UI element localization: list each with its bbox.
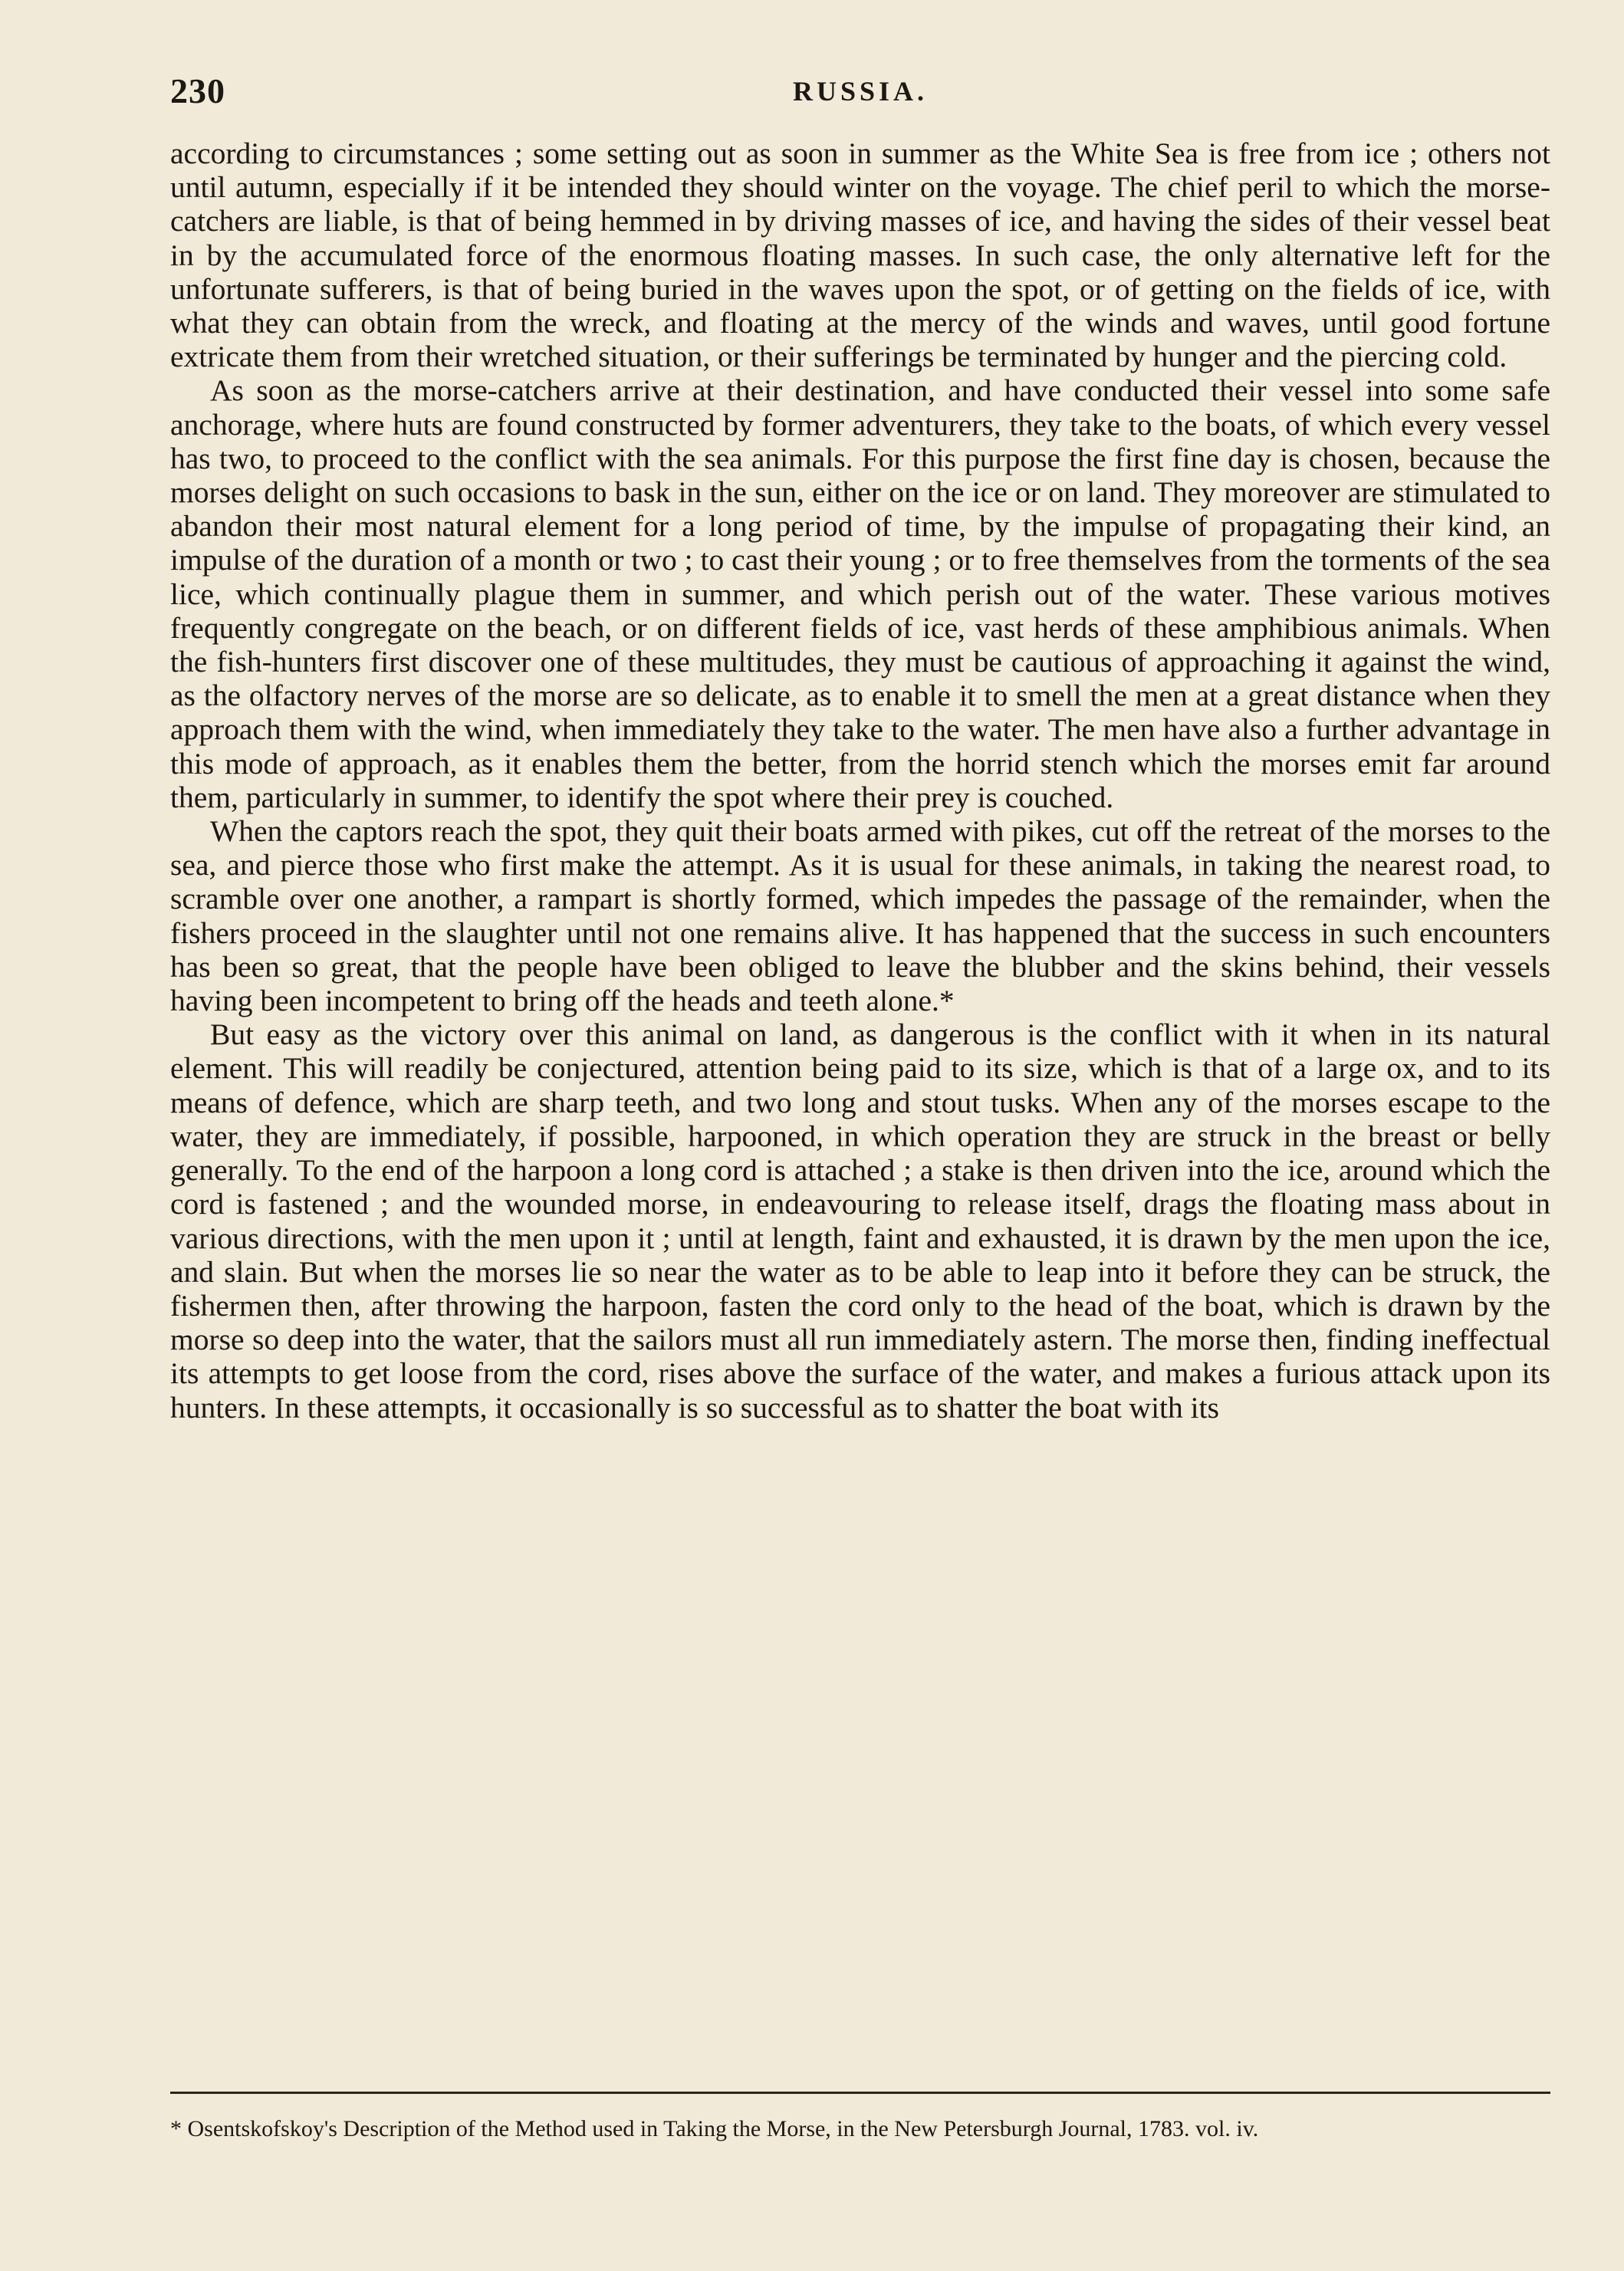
- footnote-rule: [170, 2092, 1550, 2094]
- paragraph-4: But easy as the victory over this animal on land, as dangerous is the conflict with it when in its natural element. This will readily be conjectured, attention being paid to its size, which is that of a large ox, and to its means of defence, which are sharp teeth, and two long and stout tusks. When any of the morses escape to the water, they are immediately, if possible, harpooned, in which operation they are struck in the breast or belly generally. To the end of the harpoon a long cord is attached ; a stake is then driven into the ice, around which the cord is fastened ; and the wounded morse, in endeavouring to release itself, drags the floating mass about in various directions, with the men upon it ; until at length, faint and exhausted, it is drawn by the men upon the ice, and slain. But when the morses lie so near the water as to be able to leap into it before they can be struck, the fishermen then, after throwing the harpoon, fasten the cord only to the head of the boat, which is drawn by the morse so deep into the water, that the sailors must all run immediately astern. The morse then, finding ineffectual its attempts to get loose from the cord, rises above the surface of the water, and makes a furious attack upon its hunters. In these attempts, it occasionally is so successful as to shatter the boat with its: [170, 1017, 1550, 1425]
- paragraph-3: When the captors reach the spot, they quit their boats armed with pikes, cut off the retreat of the morses to the sea, and pierce those who first make the attempt. As it is usual for these animals, in taking the nearest road, to scramble over one another, a rampart is shortly formed, which impedes the passage of the remainder, when the fishers proceed in the slaughter until not one remains alive. It has happened that the success in such encounters has been so great, that the people have been obliged to leave the blubber and the skins behind, their vessels having been incompetent to bring off the heads and teeth alone.*: [170, 814, 1550, 1018]
- paragraph-1: according to circumstances ; some setting out as soon in summer as the White Sea is free from ice ; others not until autumn, especially if it be intended they should winter on the voyage. The chief peril to which the morse-catchers are liable, is that of being hemmed in by driving masses of ice, and having the sides of their vessel beat in by the accumulated force of the enormous floating masses. In such case, the only alternative left for the unfortunate sufferers, is that of being buried in the waves upon the spot, or of getting on the fields of ice, with what they can obtain from the wreck, and floating at the mercy of the winds and waves, until good fortune extricate them from their wretched situation, or their sufferings be terminated by hunger and the piercing cold.: [170, 136, 1550, 374]
- paragraph-2: As soon as the morse-catchers arrive at their destination, and have conducted their vessel into some safe anchorage, where huts are found constructed by former adventurers, they take to the boats, of which every vessel has two, to proceed to the conflict with the sea animals. For this purpose the first fine day is chosen, because the morses delight on such occasions to bask in the sun, either on the ice or on land. They moreover are stimulated to abandon their most natural element for a long period of time, by the impulse of propagating their kind, an impulse of the duration of a month or two ; to cast their young ; or to free themselves from the torments of the sea lice, which continually plague them in summer, and which perish out of the water. These various motives frequently congregate on the beach, or on different fields of ice, vast herds of these amphibious animals. When the fish-hunters first discover one of these multitudes, they must be cautious of approaching it against the wind, as the olfactory nerves of the morse are so delicate, as to enable it to smell the men at a great distance when they approach them with the wind, when immediately they take to the water. The men have also a further advantage in this mode of approach, as it enables them the better, from the horrid stench which the morses emit far around them, particularly in summer, to identify the spot where their prey is couched.: [170, 373, 1550, 814]
- footnote: * Osentskofskoy's Description of the Method used in Taking the Morse, in the New Petersburgh Journal, 1783. vol. iv.: [170, 2116, 1259, 2141]
- running-head: RUSSIA.: [792, 76, 929, 107]
- page-number: 230: [170, 71, 225, 110]
- body-text: [170, 136, 1550, 1425]
- page-header: [170, 71, 1550, 117]
